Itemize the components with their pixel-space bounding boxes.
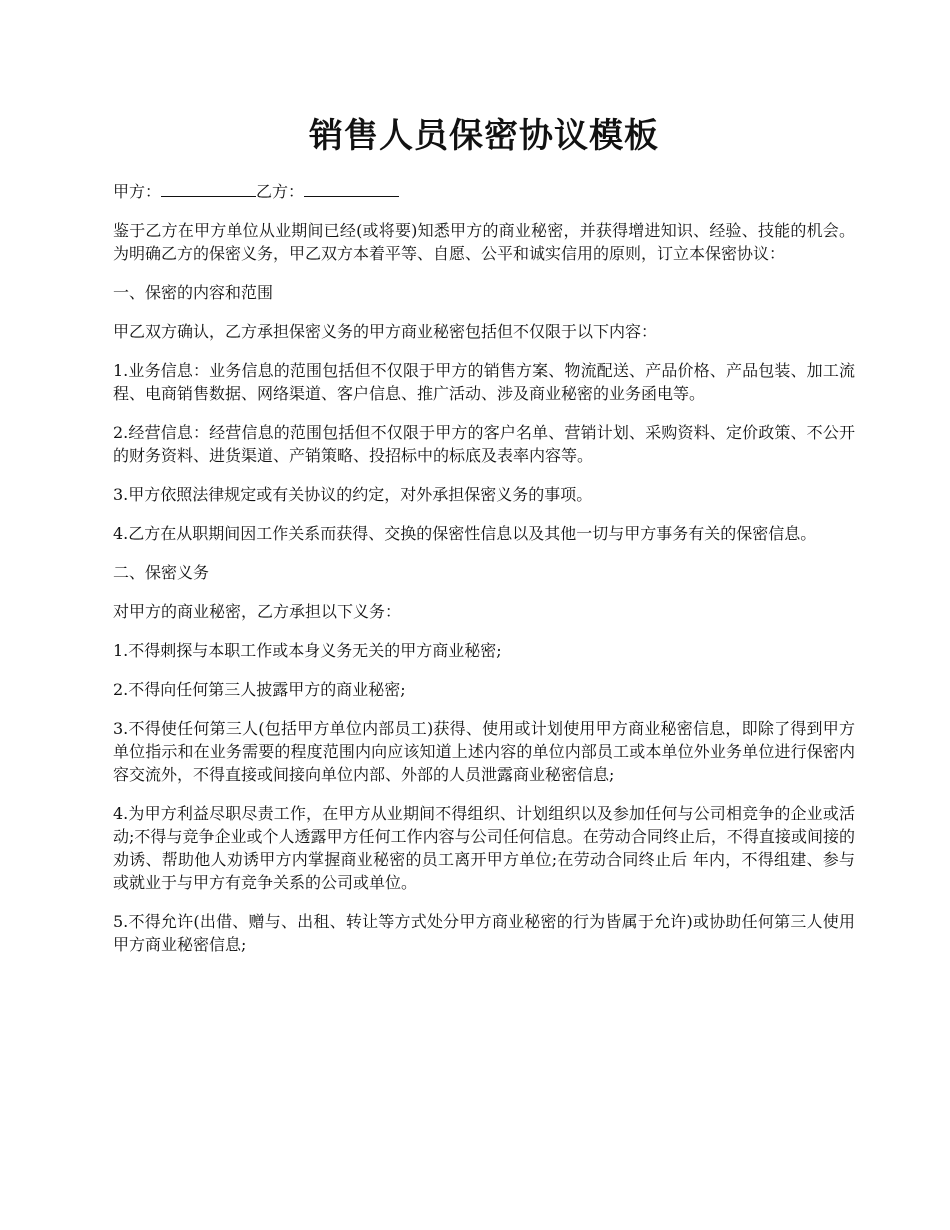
party-b-label: 乙方： [256, 182, 305, 201]
section-heading-1: 一、保密的内容和范围 [113, 283, 274, 302]
clause-item: 1.业务信息：业务信息的范围包括但不仅限于甲方的销售方案、物流配送、产品价格、产品包装、加工流程、电商销售数据、网络渠道、客户信息、推广活动、涉及商业秘密的业务函电等。 [113, 361, 855, 403]
clause-item: 1.不得刺探与本职工作或本身义务无关的甲方商业秘密; [113, 641, 502, 660]
clause-item: 3.不得使任何第三人(包括甲方单位内部员工)获得、使用或计划使用甲方商业秘密信息，即除了得到甲方单位指示和在业务需要的程度范围内向应该知道上述内容的单位内部员工或本单位外业务单位进行保密内容交流外，不得直接或间接向单位内部、外部的人员泄露商业秘密信息; [113, 719, 855, 784]
document-title: 销售人员保密协议模板 [309, 116, 659, 156]
clause-item: 4.乙方在从职期间因工作关系而获得、交换的保密性信息以及其他一切与甲方事务有关的保密信息。 [113, 524, 817, 543]
party-b-blank [304, 181, 399, 197]
clause-item: 5.不得允许(出借、赠与、出租、转让等方式处分甲方商业秘密的行为皆属于允许)或协助任何第三人使用甲方商业秘密信息; [113, 912, 855, 954]
clause-item: 3.甲方依照法律规定或有关协议的约定，对外承担保密义务的事项。 [113, 485, 593, 504]
party-a-label: 甲方： [113, 182, 162, 201]
paragraph: 甲乙双方确认，乙方承担保密义务的甲方商业秘密包括但不仅限于以下内容： [113, 322, 658, 341]
parties-line [113, 180, 855, 203]
clause-item: 2.经营信息：经营信息的范围包括但不仅限于甲方的客户名单、营销计划、采购资料、定价政策、不公开的财务资料、进货渠道、产销策略、投招标中的标底及表率内容等。 [113, 423, 855, 465]
paragraph: 对甲方的商业秘密，乙方承担以下义务： [113, 602, 402, 621]
paragraph-preamble: 鉴于乙方在甲方单位从业期间已经(或将要)知悉甲方的商业秘密，并获得增进知识、经验、技能的机会。为明确乙方的保密义务，甲乙双方本着平等、自愿、公平和诚实信用的原则，订立本保密协议： [113, 221, 855, 263]
section-heading-2: 二、保密义务 [113, 563, 210, 582]
clause-item: 2.不得向任何第三人披露甲方的商业秘密; [113, 680, 406, 699]
document-body [113, 180, 855, 972]
party-a-blank [161, 181, 256, 197]
clause-item: 4.为甲方利益尽职尽责工作，在甲方从业期间不得组织、计划组织以及参加任何与公司相竞争的企业或活动;不得与竞争企业或个人透露甲方任何工作内容与公司任何信息。在劳动合同终止后，不得直接或间接的劝诱、帮助他人劝诱甲方内掌握商业秘密的员工离开甲方单位;在劳动合同终止后 年内，不得组建、参与或就业于与甲方有竞争关系的公司或单位。 [113, 804, 855, 892]
